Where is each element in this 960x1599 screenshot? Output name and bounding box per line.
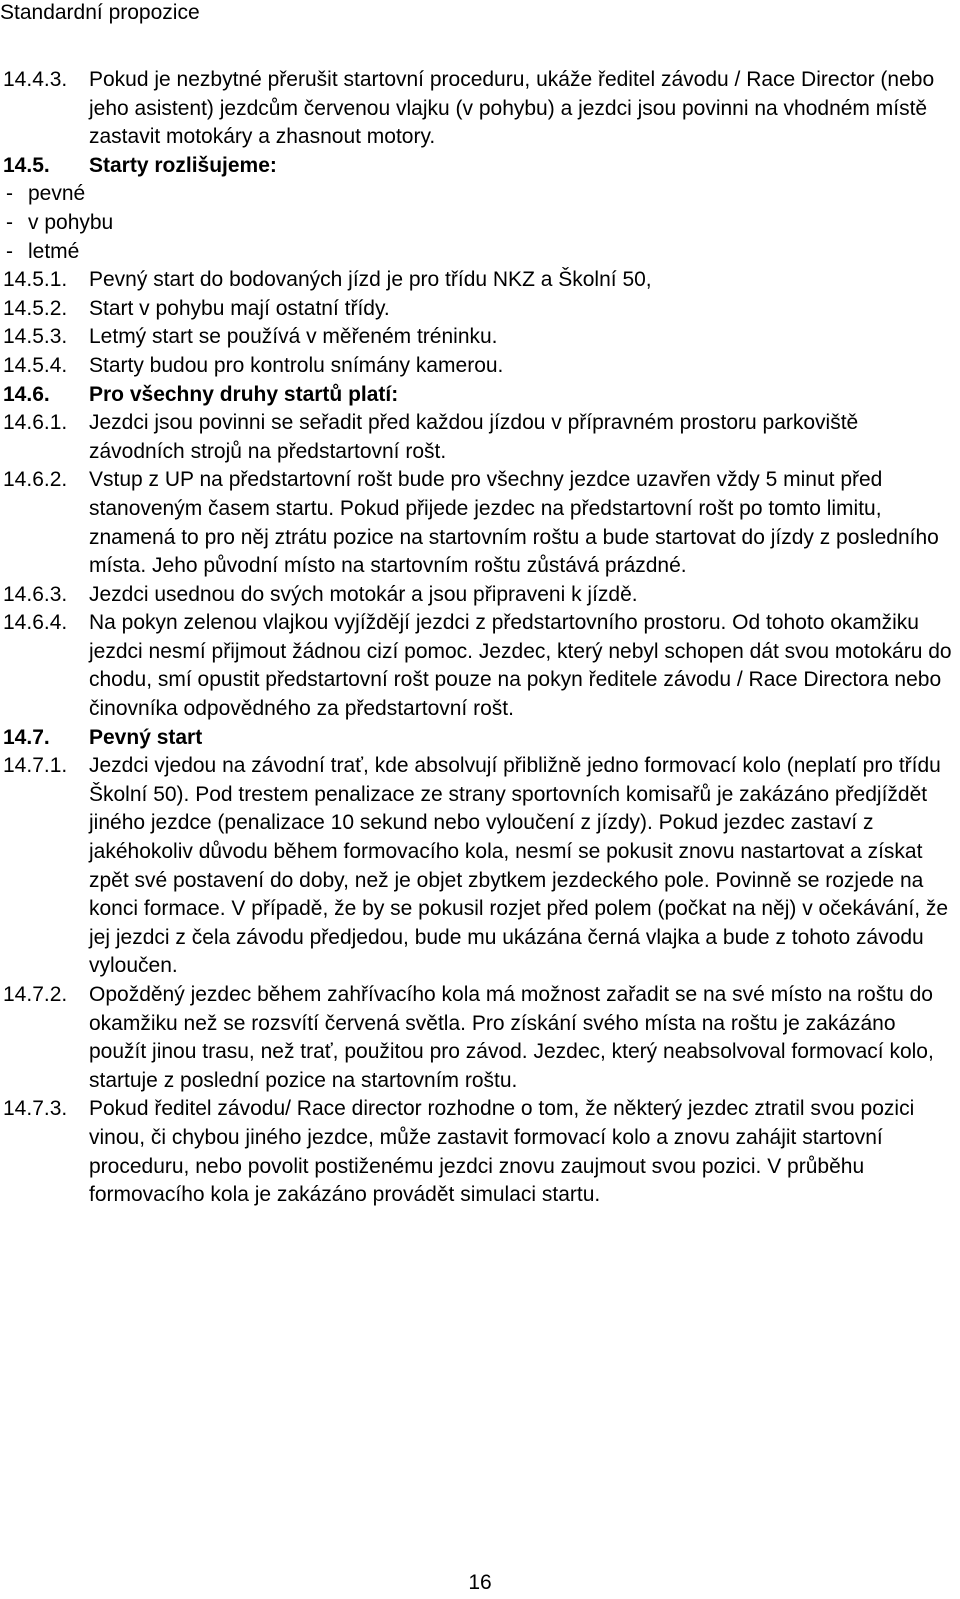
running-header: Standardní propozice [0,1,200,24]
start-type-item [3,238,953,267]
section-14-6-heading [3,381,953,410]
section-number: 14.5.1. [3,268,68,292]
section-text: Jezdci jsou povinni se seřadit před každou jízdou v přípravném prostoru parkoviště závodních strojů na předstartovní rošt. [89,411,859,463]
section-14-7-heading [3,724,953,753]
section-14-5-heading [3,152,953,181]
section-heading: Starty rozlišujeme: [89,153,277,177]
page-number: 16 [468,1571,492,1594]
list-dash: - [6,182,13,206]
section-14-7-1 [3,752,953,981]
section-text: Na pokyn zelenou vlajkou vyjíždějí jezdci z předstartovního prostoru. Od tohoto okamžiku jezdci nesmí přijmout žádnou cizí pomoc. Jezdec, který nebyl schopen dát svou motokáru do chodu, smí opustit předstartovní rošt pouze na pokyn ředitele závodu / Race Directora nebo činovníka odpovědného za předstartovní rošt. [89,611,952,721]
section-text: Vstup z UP na předstartovní rošt bude pro všechny jezdce uzavřen vždy 5 minut před stanoveným časem startu. Pokud přijede jezdec na předstartovní rošt po tomto limitu, znamená to pro něj ztrátu pozice na startovním roštu a bude startovat do jízdy z posledního místa. Jeho původní místo na startovním roštu zůstává prázdné. [89,468,939,578]
start-type-label: v pohybu [28,210,114,234]
list-dash: - [6,210,13,234]
section-text: Letmý start se používá v měřeném tréninku. [89,325,498,349]
section-14-7-2 [3,981,953,1095]
section-text: Pokud je nezbytné přerušit startovní proceduru, ukáže ředitel závodu / Race Director (nebo jeho asistent) jezdcům červenou vlajku (v pohybu) a jezdci jsou povinni na vhodném místě zastavit motokáry a zhasnout motory. [89,68,935,149]
section-14-6-3 [3,581,953,610]
section-number: 14.6.2. [3,468,68,492]
section-14-4-3 [3,66,953,152]
section-number: 14.6.3. [3,582,68,606]
section-text: Starty budou pro kontrolu snímány kamerou. [89,353,504,377]
section-number: 14.7.3. [3,1097,68,1121]
section-text: Pevný start do bodovaných jízd je pro třídu NKZ a Školní 50, [89,268,652,292]
section-number: 14.6.4. [3,611,68,635]
section-text: Jezdci vjedou na závodní trať, kde absolvují přibližně jedno formovací kolo (neplatí pro třídu Školní 50). Pod trestem penalizace ze strany sportovních komisařů je zakázáno předjíždět jiného jezdce (penalizace 10 sekund nebo vyloučení z jízdy). Pokud jezdec zastaví z jakéhokoliv důvodu během formovacího kola, nesmí se pokusit znovu nastartovat a získat zpět své postavení do doby, než je objet zbytkem jezdeckého pole. Povinně se rozjede na konci formace. V případě, že by se pokusil rozjet před polem (počkat na něj) v očekávání, že jej jezdci z čela závodu předjedou, bude mu ukázána černá vlajka a bude z tohoto závodu vyloučen. [89,754,949,978]
start-type-label: letmé [28,239,80,263]
section-number: 14.5.3. [3,325,68,349]
section-14-6-4 [3,609,953,723]
section-text: Start v pohybu mají ostatní třídy. [89,296,390,320]
section-14-6-1 [3,409,953,466]
section-14-7-3 [3,1095,953,1209]
section-number: 14.6.1. [3,411,68,435]
section-number: 14.4.3. [3,68,68,91]
section-14-5-2 [3,295,953,324]
section-number: 14.7.1. [3,754,68,778]
section-14-6-2 [3,466,953,580]
document-body [3,66,953,1210]
section-text: Pokud ředitel závodu/ Race director rozhodne o tom, že některý jezdec ztratil svou pozici vinou, či chybou jiného jezdce, může zastavit formovací kolo a znovu zahájit startovní proceduru, nebo povolit postiženému jezdci znovu zaujmout svou pozici. V průběhu formovacího kola je zakázáno provádět simulaci startu. [89,1097,915,1207]
start-type-label: pevné [28,182,86,206]
list-dash: - [6,239,13,263]
section-text: Opožděný jezdec během zahřívacího kola má možnost zařadit se na své místo na roštu do okamžiku než se rozsvítí červená světla. Pro získání svého místa na roštu je zakázáno použít jinou trasu, než trať, použitou pro závod. Jezdec, který neabsolvoval formovací kolo, startuje z poslední pozice na startovním roštu. [89,983,934,1092]
section-14-5-4 [3,352,953,381]
section-14-5-1 [3,266,953,295]
section-text: Jezdci usednou do svých motokár a jsou připraveni k jízdě. [89,582,638,606]
section-14-5-3 [3,323,953,352]
start-type-item [3,209,953,238]
section-number: 14.7. [3,725,50,749]
section-number: 14.5.2. [3,296,68,320]
section-number: 14.5. [3,153,50,177]
section-number: 14.7.2. [3,983,68,1006]
start-type-item [3,180,953,209]
section-number: 14.5.4. [3,353,68,377]
section-heading: Pro všechny druhy startů platí: [89,382,399,406]
section-heading: Pevný start [89,725,203,749]
section-number: 14.6. [3,382,50,406]
